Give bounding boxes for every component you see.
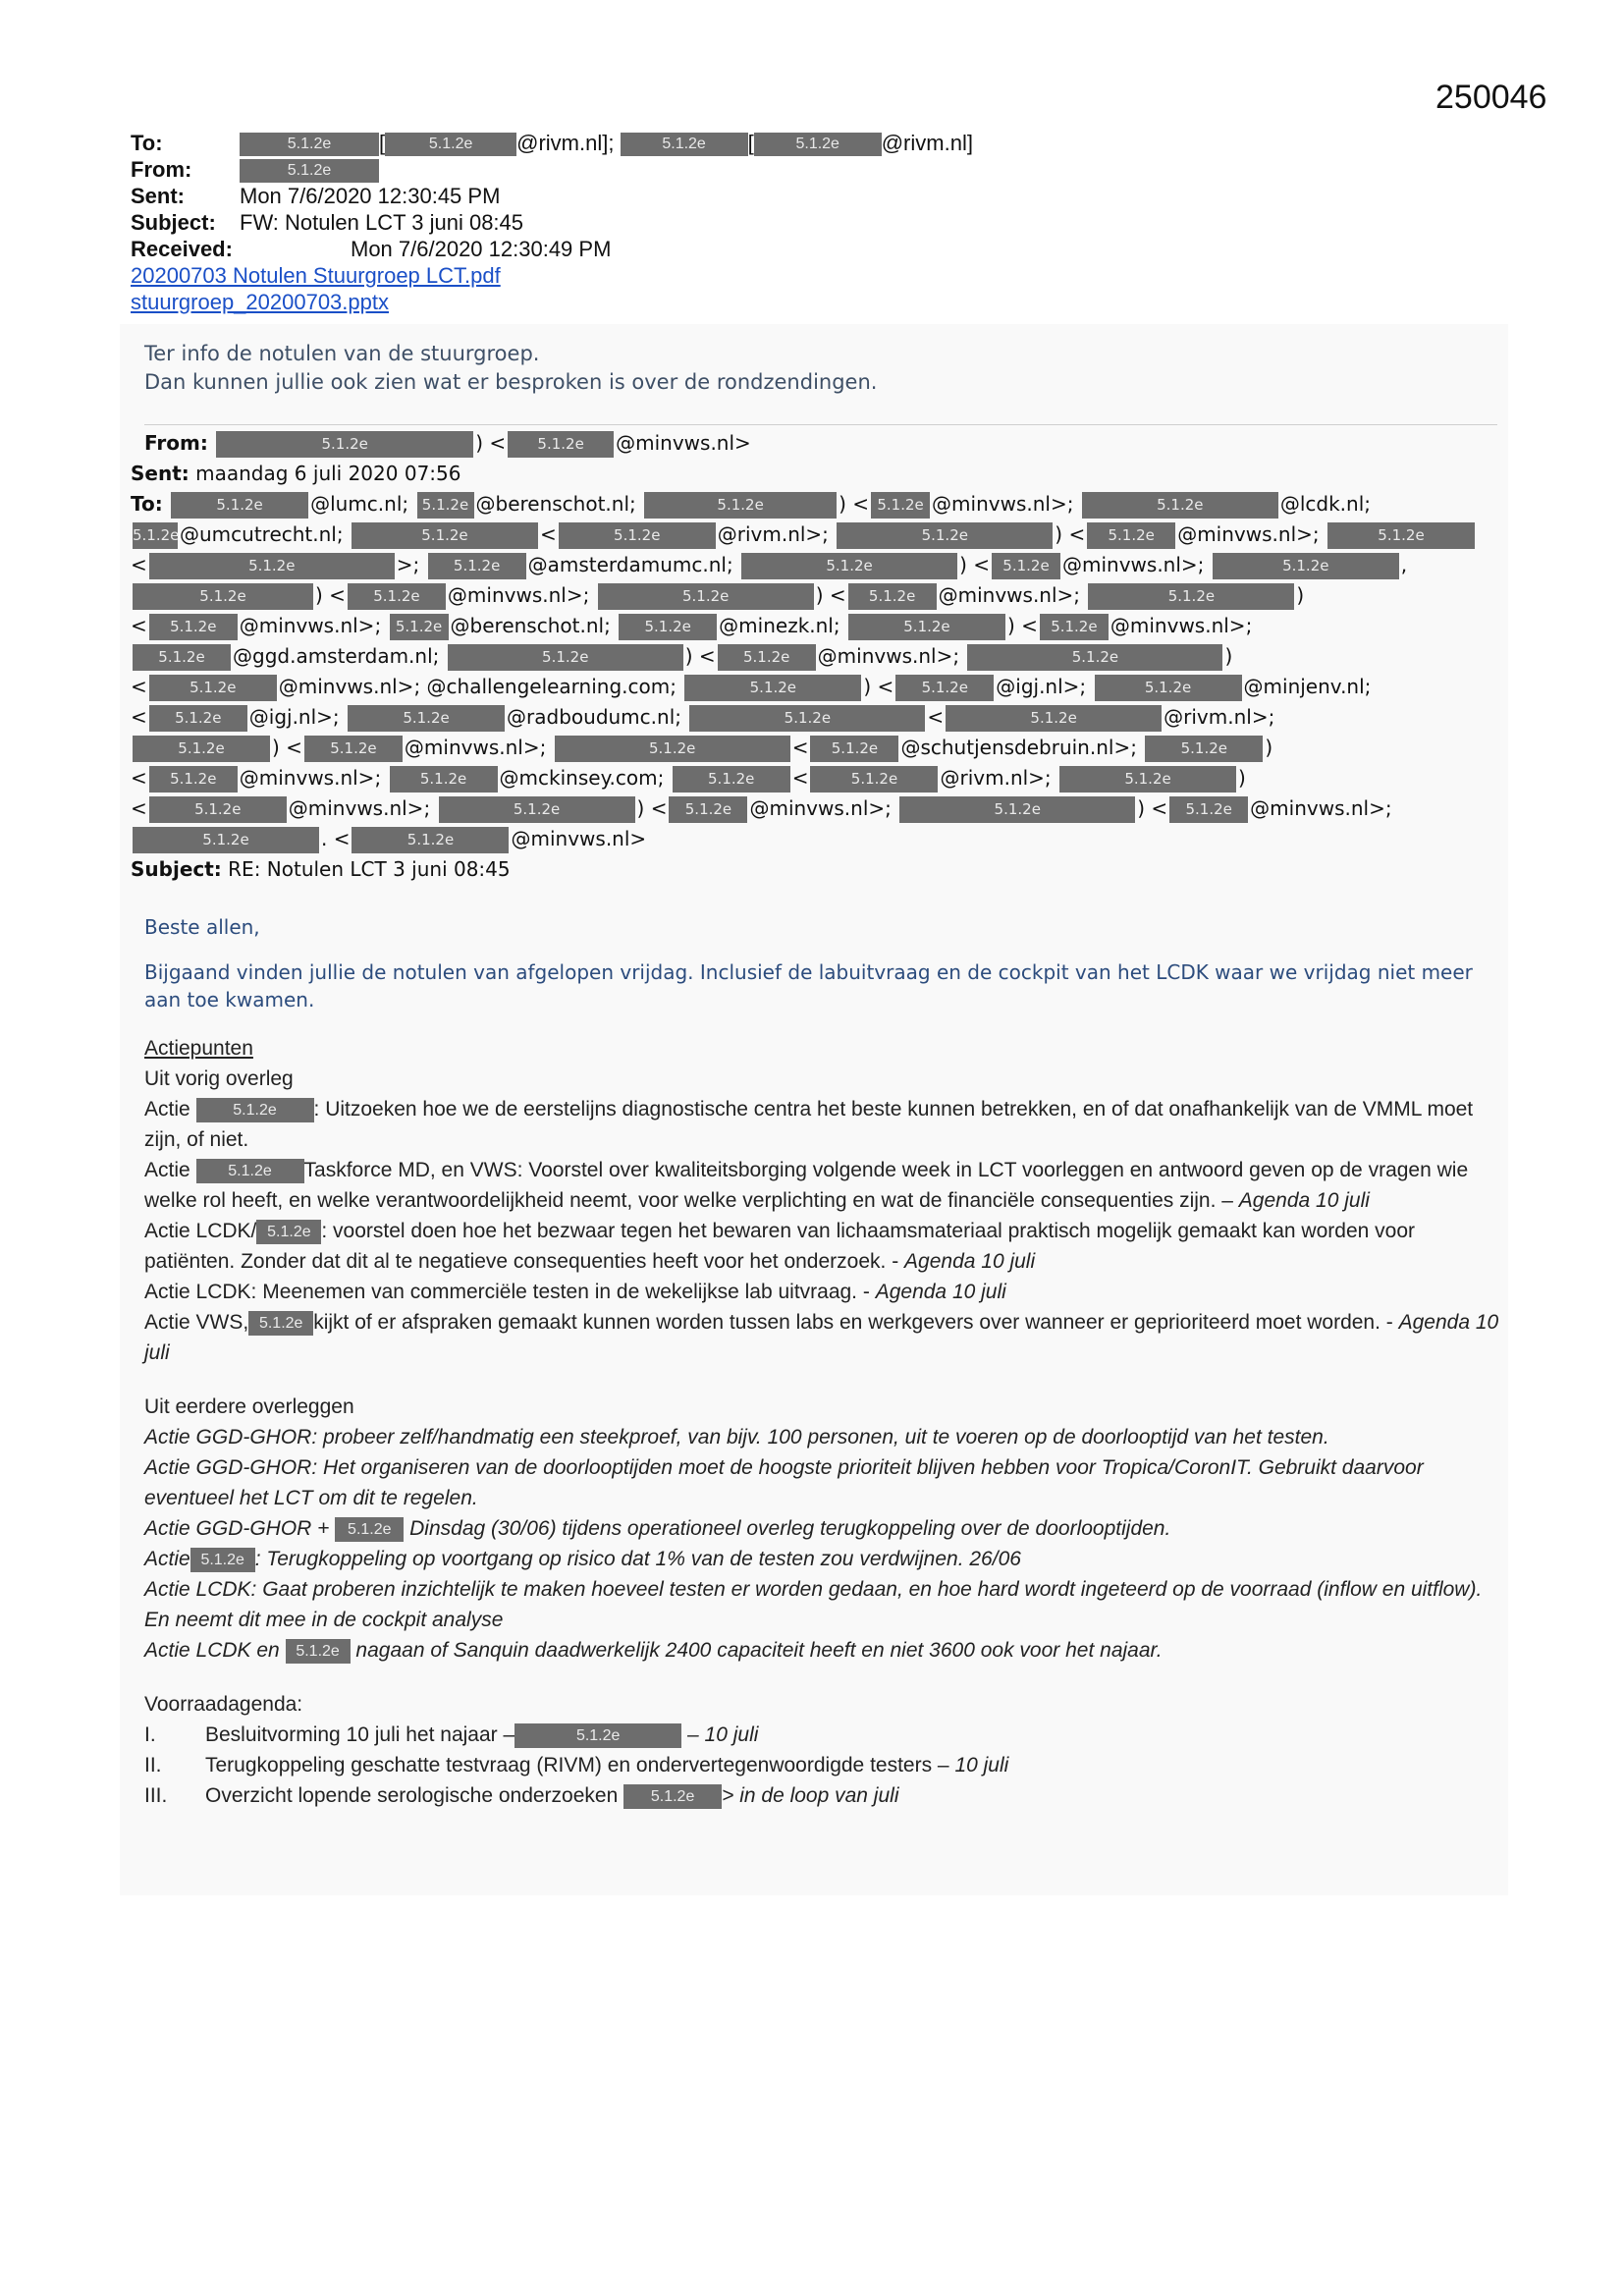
subject-label: Subject: — [131, 210, 216, 235]
earlier-meetings-heading: Uit eerdere overleggen — [144, 1395, 354, 1418]
action-item: Actie 5.1.2e : Uitzoeken hoe we de eerstelijns diagnostische centra het beste kunnen betrekken, en of dat onafhankelijk van de VMML moet zijn, of niet. — [144, 1098, 1474, 1151]
recipient-domain: @rivm.nl>; — [1164, 705, 1275, 729]
redaction: 5.1.2e — [598, 583, 814, 610]
redaction: 5.1.2e — [1082, 492, 1278, 519]
recipient-domain: @igj.nl>; — [248, 705, 340, 729]
redaction: 5.1.2e — [555, 736, 790, 762]
redaction: 5.1.2e — [196, 1098, 314, 1122]
fwd-sent-value: maandag 6 juli 2020 07:56 — [195, 462, 461, 485]
redaction: 5.1.2e — [390, 766, 498, 793]
redaction: 5.1.2e — [559, 522, 716, 549]
redaction: 5.1.2e — [240, 159, 379, 183]
fwd-to-row: < 5.1.2e @minvws.nl>; 5.1.2e @mckinsey.com; 5.1.2e < 5.1.2e @rivm.nl>; 5.1.2e ) — [131, 763, 1500, 793]
fwd-to-row: < 5.1.2e >; 5.1.2e @amsterdamumc.nl; 5.1.2e ) < 5.1.2e @minvws.nl>; 5.1.2e , — [131, 550, 1500, 580]
subject-value: FW: Notulen LCT 3 juni 08:45 — [240, 210, 524, 235]
fwd-to-label: To: — [131, 492, 163, 516]
greeting: Beste allen, — [144, 915, 260, 939]
redaction: 5.1.2e — [992, 553, 1060, 579]
action-item: Actie LCDK/ 5.1.2e : voorstel doen hoe het bezwaar tegen het bewaren van lichaamsmateriaal praktisch mogelijk gemaakt kan worden voor patiënten. Zonder dat dit al te negatieve consequenties heeft voor het onderzoek. - Agenda 10 juli — [144, 1220, 1415, 1273]
redaction: 5.1.2e — [848, 614, 1005, 640]
redaction: 5.1.2e — [619, 614, 717, 640]
recipient-domain: @minvws.nl>; — [1110, 614, 1253, 637]
from-label: From: — [131, 157, 192, 182]
redaction: 5.1.2e — [837, 522, 1053, 549]
redaction: 5.1.2e — [133, 827, 319, 853]
redaction: 5.1.2e — [1169, 796, 1248, 823]
redaction: 5.1.2e — [428, 553, 526, 579]
recipient-domain: @minvws.nl>; — [749, 796, 892, 820]
forwarded-header — [131, 428, 1500, 885]
redaction: 5.1.2e — [335, 1517, 404, 1542]
redaction: 5.1.2e — [390, 614, 449, 640]
redaction: 5.1.2e — [673, 766, 790, 793]
recipient-domain: @ggd.amsterdam.nl; — [233, 644, 440, 668]
subject-row — [131, 209, 524, 236]
fwd-from-label: From: — [144, 431, 208, 455]
recipient-domain: @minvws.nl>; — [932, 492, 1074, 516]
recipient-domain: @mckinsey.com; — [499, 766, 665, 790]
received-value: Mon 7/6/2020 12:30:49 PM — [351, 237, 612, 261]
redaction: 5.1.2e — [621, 133, 748, 156]
redaction: 5.1.2e — [149, 553, 395, 579]
agenda-item: II. Terugkoppeling geschatte testvraag (RIVM) en ondervertegenwoordigde testers – 10 juli — [144, 1754, 1009, 1777]
redaction: 5.1.2e — [810, 766, 938, 793]
redaction: 5.1.2e — [417, 492, 474, 519]
recipient-domain: @minvws.nl>; — [447, 583, 590, 607]
to-row: To: 5.1.2e [ 5.1.2e @rivm.nl]; 5.1.2e [ 5.1.2e @rivm.nl] — [131, 131, 973, 155]
to-domain: @rivm.nl] — [881, 131, 973, 155]
agenda-item: I. Besluitvorming 10 juli het najaar – 5.1.2e – 10 juli — [144, 1723, 759, 1746]
recipient-domain: @igj.nl>; — [996, 675, 1087, 698]
redaction: 5.1.2e — [689, 705, 925, 732]
recipient-domain: @rivm.nl>; — [717, 522, 829, 546]
redaction: 5.1.2e — [895, 675, 994, 701]
sent-label: Sent: — [131, 184, 185, 208]
redaction: 5.1.2e — [669, 796, 747, 823]
redaction: 5.1.2e — [133, 644, 231, 671]
fwd-to-row: < 5.1.2e @minvws.nl>; 5.1.2e @berenschot.nl; 5.1.2e @minezk.nl; 5.1.2e ) < 5.1.2e @minvws.nl>; — [131, 611, 1500, 641]
redaction: 5.1.2e — [1145, 736, 1263, 762]
recipient-domain: @challengelearning.com; — [426, 675, 677, 698]
fwd-subject-value: RE: Notulen LCT 3 juni 08:45 — [228, 857, 511, 881]
redaction: 5.1.2e — [149, 796, 287, 823]
action-item: Actie LCDK: Gaat proberen inzichtelijk te maken hoeveel testen er worden gedaan, en hoe hard wordt ingeteerd op de voorraad (inflow en uitflow). En neemt dit mee in de cockpit analyse — [144, 1578, 1483, 1631]
fwd-to-row: 5.1.2e@umcutrecht.nl; 5.1.2e < 5.1.2e @rivm.nl>; 5.1.2e ) < 5.1.2e @minvws.nl>; 5.1.2e — [131, 519, 1500, 550]
action-item: Actie 5.1.2e Taskforce MD, en VWS: Voorstel over kwaliteitsborging volgende week in LCT voorleggen en antwoord geven op de vragen wie welke rol heeft, en welke verantwoordelijkheid neemt, voor welke verplichting en wat de financiële consequenties zijn. – Agenda 10 juli — [144, 1159, 1469, 1212]
fwd-to-row: 5.1.2e @ggd.amsterdam.nl; 5.1.2e ) < 5.1.2e @minvws.nl>; 5.1.2e ) — [131, 641, 1500, 672]
stock-agenda-heading: Voorraadagenda: — [144, 1693, 303, 1716]
redaction: 5.1.2e — [190, 1548, 255, 1572]
redaction: 5.1.2e — [256, 1220, 321, 1244]
fwd-to-row: < 5.1.2e @minvws.nl>; @challengelearning.com; 5.1.2e ) < 5.1.2e @igj.nl>; 5.1.2e @minjenv.nl; — [131, 672, 1500, 702]
recipient-domain: @schutjensdebruin.nl>; — [900, 736, 1137, 759]
from-row — [131, 156, 501, 183]
fwd-to-row: < 5.1.2e @minvws.nl>; 5.1.2e ) < 5.1.2e @minvws.nl>; 5.1.2e ) < 5.1.2e @minvws.nl>; — [131, 793, 1500, 824]
redaction: 5.1.2e — [1087, 522, 1175, 549]
fwd-from-row: From: 5.1.2e ) < 5.1.2e @minvws.nl> — [131, 428, 1500, 459]
redaction: 5.1.2e — [149, 766, 238, 793]
action-item: Actie GGD-GHOR: Het organiseren van de doorlooptijden moet de hoogste prioriteit blijven hebben voor Tropica/CoronIT. Gebruikt daarvoor eventueel het LCT om dit te regelen. — [144, 1456, 1424, 1509]
recipient-domain: @minvws.nl>; — [288, 796, 431, 820]
recipient-domain: @minvws.nl>; — [278, 675, 421, 698]
redaction: 5.1.2e — [439, 796, 635, 823]
redaction: 5.1.2e — [899, 796, 1135, 823]
recipient-domain: @lcdk.nl; — [1279, 492, 1371, 516]
redaction: 5.1.2e — [1327, 522, 1475, 549]
attachment-link[interactable]: stuurgroep_20200703.pptx — [131, 290, 389, 314]
recipient-domain: @minjenv.nl; — [1243, 675, 1372, 698]
redaction: 5.1.2e — [1059, 766, 1236, 793]
redaction: 5.1.2e — [644, 492, 837, 519]
action-item: Actie LCDK: Meenemen van commerciële testen in de wekelijkse lab uitvraag. - Agenda 10 juli — [144, 1281, 1006, 1303]
redaction: 5.1.2e — [286, 1639, 351, 1664]
redaction: 5.1.2e — [514, 1723, 681, 1748]
fwd-to-row: 5.1.2e ) < 5.1.2e @minvws.nl>; 5.1.2e < 5.1.2e @schutjensdebruin.nl>; 5.1.2e ) — [131, 733, 1500, 763]
recipient-domain: @minvws.nl> — [511, 827, 647, 850]
actiepunten-heading: Actiepunten — [144, 1037, 253, 1060]
redaction: 5.1.2e — [754, 133, 882, 156]
redaction: 5.1.2e — [171, 492, 308, 519]
redaction: 5.1.2e — [133, 736, 270, 762]
action-item: Actie VWS, 5.1.2e kijkt of er afspraken gemaakt kunnen worden tussen labs en werkgevers over wanneer er geprioriteerd moet worden. - Agenda 10 juli — [144, 1311, 1499, 1364]
previous-meeting-heading: Uit vorig overleg — [144, 1067, 294, 1090]
redaction: 5.1.2e — [385, 133, 516, 156]
redaction: 5.1.2e — [133, 522, 178, 549]
redaction: 5.1.2e — [684, 675, 861, 701]
redaction: 5.1.2e — [623, 1784, 722, 1809]
redaction: 5.1.2e — [718, 644, 816, 671]
redaction: 5.1.2e — [448, 644, 683, 671]
redaction: 5.1.2e — [196, 1159, 304, 1183]
recipient-domain: @lumc.nl; — [310, 492, 409, 516]
redaction: 5.1.2e — [352, 522, 538, 549]
redaction: 5.1.2e — [352, 827, 509, 853]
recipient-domain: @radboudumc.nl; — [507, 705, 681, 729]
to-label: To: — [131, 131, 163, 155]
fwd-subject-row — [131, 854, 1500, 885]
redaction: 5.1.2e — [1213, 553, 1399, 579]
action-points — [144, 1033, 1504, 1811]
fwd-from-domain: @minvws.nl> — [616, 431, 751, 455]
redaction: 5.1.2e — [240, 133, 379, 156]
intro-text — [144, 340, 877, 397]
fwd-to-row: 5.1.2e . < 5.1.2e @minvws.nl> — [131, 824, 1500, 854]
action-item: Actie 5.1.2e : Terugkoppeling op voortgang op risico dat 1% van de testen zou verdwijnen. 26/06 — [144, 1548, 1021, 1570]
sent-value: Mon 7/6/2020 12:30:45 PM — [240, 184, 501, 208]
fwd-to-row: To: 5.1.2e @lumc.nl; 5.1.2e @berenschot.nl; 5.1.2e ) < 5.1.2e @minvws.nl>; 5.1.2e @lcdk.nl; — [131, 489, 1500, 519]
intro-paragraph: Bijgaand vinden jullie de notulen van afgelopen vrijdag. Inclusief de labuitvraag en de cockpit van het LCDK waar we vrijdag niet meer aan toe kwamen. — [144, 960, 1473, 1011]
redaction: 5.1.2e — [741, 553, 957, 579]
recipient-domain: @berenschot.nl; — [450, 614, 611, 637]
redaction: 5.1.2e — [508, 431, 614, 458]
message-body — [144, 913, 1504, 1811]
recipient-domain: @minvws.nl>; — [1177, 522, 1320, 546]
redaction: 5.1.2e — [1088, 583, 1294, 610]
recipient-domain: @minvws.nl>; — [239, 766, 382, 790]
redaction: 5.1.2e — [149, 614, 238, 640]
attachment-link[interactable]: 20200703 Notulen Stuurgroep LCT.pdf — [131, 263, 501, 288]
fwd-sent-row — [131, 459, 1500, 489]
action-item: Actie GGD-GHOR + 5.1.2e Dinsdag (30/06) tijdens operationeel overleg terugkoppeling over de doorlooptijden. — [144, 1517, 1171, 1540]
received-row — [131, 236, 612, 262]
email-header — [131, 130, 973, 315]
redaction: 5.1.2e — [946, 705, 1162, 732]
intro-line: Ter info de notulen van de stuurgroep. — [144, 342, 540, 365]
redaction: 5.1.2e — [1095, 675, 1242, 701]
agenda-item: III. Overzicht lopende serologische onderzoeken 5.1.2e > in de loop van juli — [144, 1784, 899, 1807]
recipient-domain: @amsterdamumc.nl; — [527, 553, 733, 576]
recipient-domain: @berenschot.nl; — [475, 492, 636, 516]
fwd-to-row: < 5.1.2e @igj.nl>; 5.1.2e @radboudumc.nl; 5.1.2e < 5.1.2e @rivm.nl>; — [131, 702, 1500, 733]
action-item: Actie GGD-GHOR: probeer zelf/handmatig een steekproef, van bijv. 100 personen, uit te voeren op de doorlooptijd van het testen. — [144, 1426, 1329, 1449]
received-label: Received: — [131, 237, 233, 261]
redaction: 5.1.2e — [216, 431, 473, 458]
recipient-domain: @rivm.nl>; — [940, 766, 1052, 790]
redaction: 5.1.2e — [348, 583, 446, 610]
document-number: 250046 — [1435, 79, 1547, 116]
redaction: 5.1.2e — [1040, 614, 1109, 640]
fwd-to-row: 5.1.2e ) < 5.1.2e @minvws.nl>; 5.1.2e ) < 5.1.2e @minvws.nl>; 5.1.2e ) — [131, 580, 1500, 611]
redaction: 5.1.2e — [871, 492, 930, 519]
redaction: 5.1.2e — [149, 675, 277, 701]
recipient-domain: @minvws.nl>; — [817, 644, 960, 668]
recipient-domain: @minvws.nl>; — [938, 583, 1081, 607]
redaction: 5.1.2e — [810, 736, 898, 762]
redaction: 5.1.2e — [133, 583, 313, 610]
sent-row — [131, 183, 501, 209]
redaction: 5.1.2e — [967, 644, 1222, 671]
recipient-domain: @minvws.nl>; — [239, 614, 382, 637]
recipient-domain: @minvws.nl>; — [1250, 796, 1392, 820]
recipient-domain: @minvws.nl>; — [404, 736, 547, 759]
fwd-sent-label: Sent: — [131, 462, 189, 485]
fwd-subject-label: Subject: — [131, 857, 222, 881]
recipient-domain: @minezk.nl; — [719, 614, 840, 637]
recipient-domain: @minvws.nl>; — [1062, 553, 1205, 576]
redaction: 5.1.2e — [248, 1311, 313, 1336]
redaction: 5.1.2e — [304, 736, 403, 762]
redaction: 5.1.2e — [848, 583, 937, 610]
intro-line: Dan kunnen jullie ook zien wat er besproken is over de rondzendingen. — [144, 370, 878, 394]
action-item: Actie LCDK en 5.1.2e nagaan of Sanquin daadwerkelijk 2400 capaciteit heeft en niet 3600 ook voor het najaar. — [144, 1639, 1163, 1662]
to-domain: @rivm.nl]; — [516, 131, 615, 155]
recipient-domain: @umcutrecht.nl; — [180, 522, 344, 546]
redaction: 5.1.2e — [348, 705, 505, 732]
divider — [144, 424, 1497, 425]
redaction: 5.1.2e — [149, 705, 247, 732]
